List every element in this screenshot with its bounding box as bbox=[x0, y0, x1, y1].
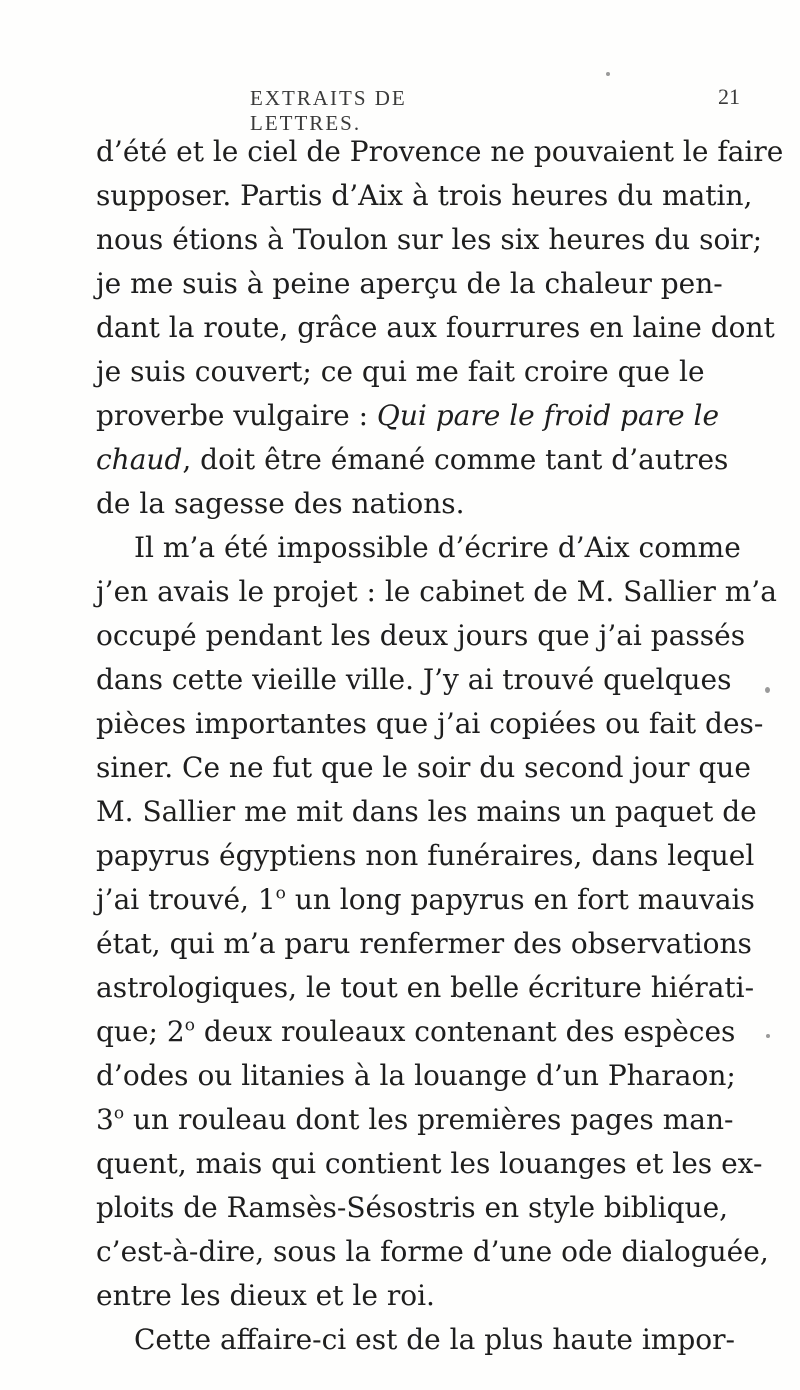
text-line: supposer. Partis d’Aix à trois heures du matin, bbox=[96, 179, 753, 212]
paragraph-first-line: Il m’a été impossible d’écrire d’Aix comme bbox=[134, 531, 741, 564]
text-line-mixed bbox=[96, 1010, 736, 1054]
ordinal-superscript: o bbox=[275, 883, 286, 904]
text-line: d’odes ou litanies à la louange d’un Pharaon; bbox=[96, 1059, 736, 1092]
text-run: j’ai trouvé, 1 bbox=[96, 883, 276, 916]
ordinal-superscript: o bbox=[184, 1015, 195, 1036]
text-line-mixed bbox=[96, 394, 720, 438]
ink-speck bbox=[765, 687, 770, 693]
text-line: c’est-à-dire, sous la forme d’une ode dialoguée, bbox=[96, 1235, 769, 1268]
text-line: d’été et le ciel de Provence ne pouvaient le faire bbox=[96, 135, 784, 168]
text-run: un long papyrus en fort mauvais bbox=[285, 883, 755, 916]
proverb-italic-end: chaud bbox=[96, 443, 183, 476]
text-run: deux rouleaux contenant des espèces bbox=[194, 1015, 736, 1048]
text-line: ploits de Ramsès-Sésostris en style biblique, bbox=[96, 1191, 729, 1224]
text-run: , doit être émané comme tant d’autres bbox=[182, 443, 729, 476]
text-line: état, qui m’a paru renfermer des observations bbox=[96, 927, 752, 960]
text-line: M. Sallier me mit dans les mains un paquet de bbox=[96, 795, 757, 828]
paragraph-last-line: de la sagesse des nations. bbox=[96, 487, 465, 520]
text-line: pièces importantes que j’ai copiées ou fait des- bbox=[96, 707, 764, 740]
text-line: je me suis à peine aperçu de la chaleur pen- bbox=[96, 267, 723, 300]
text-line: astrologiques, le tout en belle écriture hiérati- bbox=[96, 971, 755, 1004]
paragraph-first-line: Cette affaire-ci est de la plus haute impor- bbox=[134, 1323, 735, 1356]
paragraph-last-line: entre les dieux et le roi. bbox=[96, 1279, 435, 1312]
text-line: quent, mais qui contient les louanges et les ex- bbox=[96, 1147, 763, 1180]
ink-speck bbox=[606, 72, 610, 76]
ink-speck bbox=[766, 1034, 770, 1038]
text-run: que; 2 bbox=[96, 1015, 185, 1048]
text-line-mixed bbox=[96, 438, 729, 482]
text-line-mixed bbox=[96, 878, 755, 922]
text-line: siner. Ce ne fut que le soir du second jour que bbox=[96, 751, 751, 784]
text-line: nous étions à Toulon sur les six heures du soir; bbox=[96, 223, 763, 256]
text-line: dans cette vieille ville. J’y ai trouvé quelques bbox=[96, 663, 732, 696]
text-line: dant la route, grâce aux fourrures en laine dont bbox=[96, 311, 775, 344]
text-run: 3 bbox=[96, 1103, 114, 1136]
text-line: occupé pendant les deux jours que j’ai passés bbox=[96, 619, 746, 652]
running-header: EXTRAITS DE LETTRES. bbox=[250, 86, 407, 135]
text-line: je suis couvert; ce qui me fait croire que le bbox=[96, 355, 705, 388]
text-run: un rouleau dont les premières pages man- bbox=[124, 1103, 734, 1136]
text-run: proverbe vulgaire : bbox=[96, 399, 377, 432]
ordinal-superscript: o bbox=[113, 1103, 125, 1124]
text-line: j’en avais le projet : le cabinet de M. Sallier m’a bbox=[96, 575, 777, 608]
proverb-italic: Qui pare le froid pare le bbox=[376, 399, 720, 432]
text-line: papyrus égyptiens non funéraires, dans lequel bbox=[96, 839, 755, 872]
page-number: 21 bbox=[718, 84, 740, 109]
text-line-mixed bbox=[96, 1098, 734, 1142]
